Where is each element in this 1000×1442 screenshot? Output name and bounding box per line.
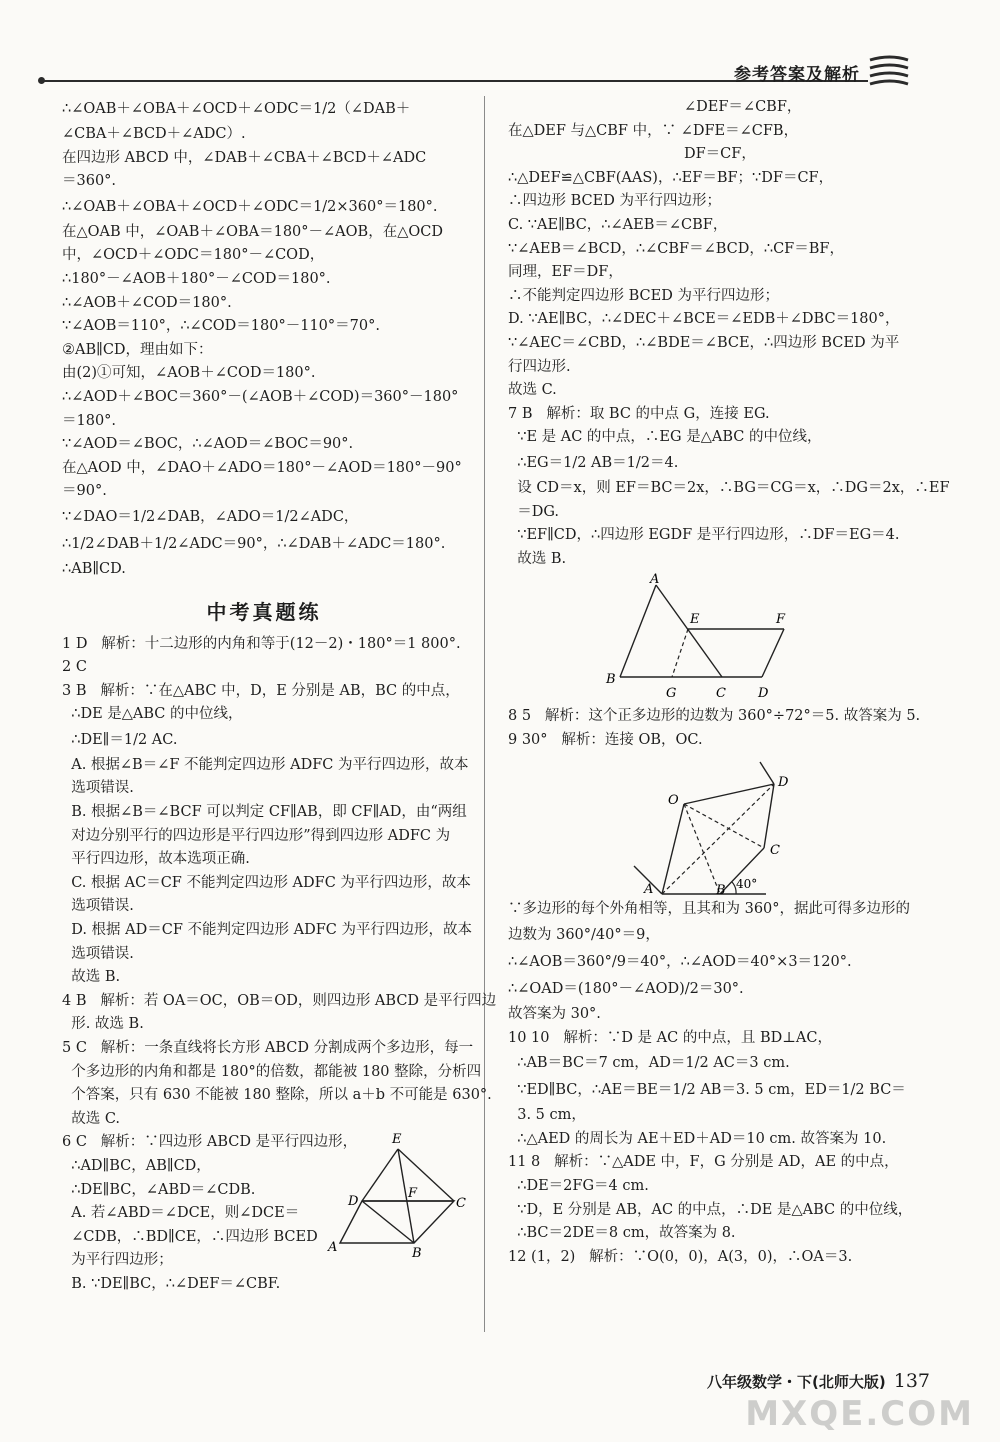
book-stack-icon — [866, 52, 912, 92]
text-line: 故选 C. — [508, 382, 557, 399]
answer-line: 3. 5 cm， — [508, 1107, 586, 1124]
answer-line: C. 根据 AC＝CF 不能判定四边形 ADFC 为平行四边形，故本 — [62, 874, 471, 891]
label-B: B — [412, 1245, 422, 1261]
answer-line: ∴AB＝BC＝7 cm，AD＝1/2 AC＝3 cm. — [508, 1055, 790, 1072]
answer-line: 故答案为 30°. — [508, 1006, 601, 1023]
footer-text: 八年级数学・下(北师大版) — [707, 1373, 886, 1391]
label-D: D — [348, 1193, 359, 1209]
label-C: C — [456, 1195, 466, 1211]
label-B: B — [716, 883, 726, 897]
answer-line: ∴DE＝2FG＝4 cm. — [508, 1178, 649, 1195]
text-line: 在四边形 ABCD 中，∠DAB＋∠CBA＋∠BCD＋∠ADC — [62, 149, 427, 166]
answer-line: ∴DE∥BC，∠ABD＝∠CDB. — [62, 1181, 256, 1198]
text-line: ＝90°. — [62, 483, 107, 500]
text-line: ∴四边形 BCED 为平行四边形； — [508, 193, 721, 210]
q8-q9 — [508, 705, 928, 752]
answer-line: 形. 故选 B. — [62, 1016, 144, 1033]
text-line: ∴1/2∠DAB＋1/2∠ADC＝90°，∴∠DAB＋∠ADC＝180°. — [62, 535, 446, 552]
answer-line: 2 C — [62, 659, 87, 676]
header-title: 参考答案及解析 — [734, 65, 860, 85]
text-line: 行四边形. — [508, 358, 571, 375]
text-line: ∴∠AOB＋∠COD＝180°. — [62, 294, 232, 311]
answer-line: ∵EF∥CD，∴四边形 EGDF 是平行四边形，∴DF＝EG＝4. — [508, 527, 900, 544]
label-D: D — [758, 686, 769, 702]
label-A: A — [644, 882, 654, 897]
answer-line: 个多边形的内角和都是 180°的倍数，都能被 180 整除，分析四 — [62, 1063, 482, 1080]
section-title: 中考真题练 — [206, 599, 322, 624]
text-line: ∴180°－∠AOB＋180°－∠COD＝180°. — [62, 270, 331, 287]
answer-line: 11 8 解析：∵△ADE 中，F，G 分别是 AD，AE 的中点， — [508, 1154, 899, 1171]
text-line: D. ∵AE∥BC，∴∠DEC＋∠BCE＝∠EDB＋∠DBC＝180°， — [508, 311, 900, 328]
answer-line: A. 根据∠B＝∠F 不能判定四边形 ADFC 为平行四边形，故本 — [62, 756, 469, 773]
text-line: ∵∠DAO＝1/2∠DAB，∠ADO＝1/2∠ADC， — [62, 508, 359, 525]
label-E: E — [690, 612, 700, 628]
text-line: ∵∠AEB＝∠BCD，∴∠CBF＝∠BCD，∴CF＝BF， — [508, 240, 844, 257]
answer-line: 平行四边形，故本选项正确. — [62, 851, 250, 868]
label-F: F — [776, 612, 786, 628]
answer-line: 1 D 解析：十二边形的内角和等于(12－2)・180°＝1 800°. — [62, 635, 461, 652]
answer-line: 选项错误. — [62, 945, 134, 962]
answer-line: ∴BC＝2DE＝8 cm，故答案为 8. — [508, 1225, 736, 1242]
answer-line: ∴∠AOB＝360°/9＝40°，∴∠AOD＝40°×3＝120°. — [508, 954, 852, 971]
text-line: ∴AB∥CD. — [62, 560, 126, 577]
label-C: C — [770, 843, 780, 859]
answer-line: A. 若∠ABD＝∠DCE，则∠DCE＝ — [62, 1205, 300, 1222]
text-line: ∴∠AOD＋∠BOC＝360°－(∠AOB＋∠COD)＝360°－180° — [62, 388, 459, 405]
answer-line: 对边分别平行的四边形是平行四边形”得到四边形 ADFC 为 — [62, 827, 451, 844]
left-column — [62, 96, 497, 1297]
text-line: ＝180°. — [62, 412, 117, 429]
q9-to-q12 — [508, 898, 928, 1269]
angle-label: 40° — [736, 877, 758, 892]
answer-line: 选项错误. — [62, 898, 134, 915]
answer-line: 4 B 解析：若 OA＝OC，OB＝OD，则四边形 ABCD 是平行四边 — [62, 992, 497, 1009]
text-line: ∵∠AOD＝∠BOC，∴∠AOD＝∠BOC＝90°. — [62, 436, 354, 453]
answer-line: B. ∵DE∥BC，∴∠DEF＝∠CBF. — [62, 1275, 281, 1292]
answer-line: 个答案，只有 630 不能被 180 整除，所以 a＋b 不可能是 630°. — [62, 1087, 492, 1104]
answer-line: 故选 B. — [508, 550, 567, 567]
answer-line: 8 5 解析：这个正多边形的边数为 360°÷72°＝5. 故答案为 5. — [508, 708, 921, 725]
answer-line: 5 C 解析：一条直线将长方形 ABCD 分割成两个多边形，每一 — [62, 1040, 474, 1056]
answer-line: ∴△AED 的周长为 AE＋ED＋AD＝10 cm. 故答案为 10. — [508, 1130, 887, 1147]
label-C: C — [716, 686, 726, 702]
answer-line: ∠CDB，∴BD∥CE，∴四边形 BCED — [62, 1228, 318, 1245]
answer-line: 为平行四边形； — [62, 1252, 173, 1269]
answer-line: ∵E 是 AC 的中点，∴EG 是△ABC 的中位线， — [508, 429, 822, 446]
right-column — [508, 96, 950, 1269]
answer-line: 3 B 解析：∵在△ABC 中，D，E 分别是 AB，BC 的中点， — [62, 682, 460, 699]
label-F: F — [408, 1185, 418, 1201]
answer-line: 6 C 解析：∵四边形 ABCD 是平行四边形， — [62, 1134, 358, 1151]
label-A: A — [650, 573, 660, 588]
text-line: ∠CBA＋∠BCD＋∠ADC）. — [62, 126, 246, 142]
text-line: 在△AOD 中，∠DAO＋∠ADO＝180°－∠AOD＝180°－90° — [62, 459, 462, 476]
answer-line: ∵多边形的每个外角相等，且其和为 360°，据此可得多边形的 — [508, 901, 911, 918]
page-footer — [707, 1370, 930, 1392]
solution-continuation — [62, 96, 466, 582]
answer-line: B. 根据∠B＝∠BCF 可以判定 CF∥AB，即 CF∥AD，由“两组 — [62, 804, 467, 821]
text-line: 在△OAB 中，∠OAB＋∠OBA＝180°－∠AOB，在△OCD — [62, 223, 443, 240]
q6-continued — [508, 96, 950, 571]
answer-line: 7 B 解析：取 BC 的中点 G，连接 EG. — [508, 405, 770, 422]
label-A: A — [328, 1239, 338, 1255]
text-line: ∵∠AOB＝110°，∴∠COD＝180°－110°＝70°. — [62, 318, 380, 335]
label-G: G — [666, 686, 677, 702]
text-line: ∵∠AEC＝∠CBD，∴∠BDE＝∠BCE，∴四边形 BCED 为平 — [508, 334, 900, 351]
text-line: 由(2)①可知，∠AOB＋∠COD＝180°. — [62, 365, 316, 382]
answer-line: D. 根据 AD＝CF 不能判定四边形 ADFC 为平行四边形，故本 — [62, 922, 472, 939]
answer-line: 10 10 解析：∵D 是 AC 的中点，且 BD⊥AC， — [508, 1029, 832, 1046]
page-number: 137 — [893, 1370, 930, 1392]
answer-line: ＝DG. — [508, 503, 560, 520]
label-E: E — [392, 1131, 402, 1147]
answer-line: 边数为 360°/40°＝9， — [508, 927, 660, 944]
answer-line: 12 (1，2) 解析：∵O(0，0)，A(3，0)，∴OA＝3. — [508, 1248, 853, 1265]
brace-line: 在△DEF 与△CBF 中，∵ ∠DFE＝∠CFB， — [508, 122, 799, 139]
text-line: C. ∵AE∥BC，∴∠AEB＝∠CBF， — [508, 216, 728, 233]
watermark-logo: MXQE.COM — [745, 1394, 974, 1434]
text-line: ∴不能判定四边形 BCED 为平行四边形； — [508, 287, 779, 304]
answer-line: ∴DE 是△ABC 的中位线， — [62, 706, 243, 723]
text-line: ∴△DEF≌△CBF(AAS)，∴EF＝BF；∵DF＝CF， — [508, 169, 834, 186]
q6-figure — [326, 1131, 466, 1261]
label-B: B — [606, 672, 616, 688]
answer-line: 故选 B. — [62, 969, 121, 986]
answer-line: ∵ED∥BC，∴AE＝BE＝1/2 AB＝3. 5 cm，ED＝1/2 BC＝ — [508, 1082, 906, 1099]
answer-line: 故选 C. — [62, 1110, 121, 1127]
text-line: 同理，EF＝DF， — [508, 264, 623, 281]
text-line: ②AB∥CD，理由如下： — [62, 341, 213, 358]
brace-line: DF＝CF， — [684, 146, 756, 163]
q9-figure — [508, 754, 928, 896]
answer-line: ∴AD∥BC，AB∥CD， — [62, 1157, 211, 1174]
answer-line: ∵D，E 分别是 AB，AC 的中点，∴DE 是△ABC 的中位线， — [508, 1201, 913, 1218]
answer-line: 9 30° 解析：连接 OB，OC. — [508, 731, 703, 748]
label-O: O — [668, 793, 679, 809]
answer-line: ∴DE∥＝1/2 AC. — [62, 731, 178, 748]
text-line: ∴∠OAB＋∠OBA＋∠OCD＋∠ODC＝1/2（∠DAB＋ — [62, 101, 411, 117]
answers-list — [62, 633, 497, 1297]
label-D: D — [778, 775, 789, 791]
column-divider — [484, 96, 485, 1332]
text-line: ＝360°. — [62, 173, 117, 190]
brace-line: ∠DEF＝∠CBF， — [684, 99, 802, 115]
answer-line: ∴∠OAD＝(180°－∠AOD)/2＝30°. — [508, 981, 744, 998]
text-line: 中，∠OCD＋∠ODC＝180°－∠COD， — [62, 247, 325, 264]
text-line: ∴∠OAB＋∠OBA＋∠OCD＋∠ODC＝1/2×360°＝180°. — [62, 198, 438, 215]
answer-line: ∴EG＝1/2 AB＝1/2＝4. — [508, 454, 679, 471]
q7-figure — [508, 573, 928, 703]
answer-line: 选项错误. — [62, 780, 134, 797]
answer-line: 设 CD＝x，则 EF＝BC＝2x，∴BG＝CG＝x，∴DG＝2x，∴EF — [508, 479, 950, 496]
